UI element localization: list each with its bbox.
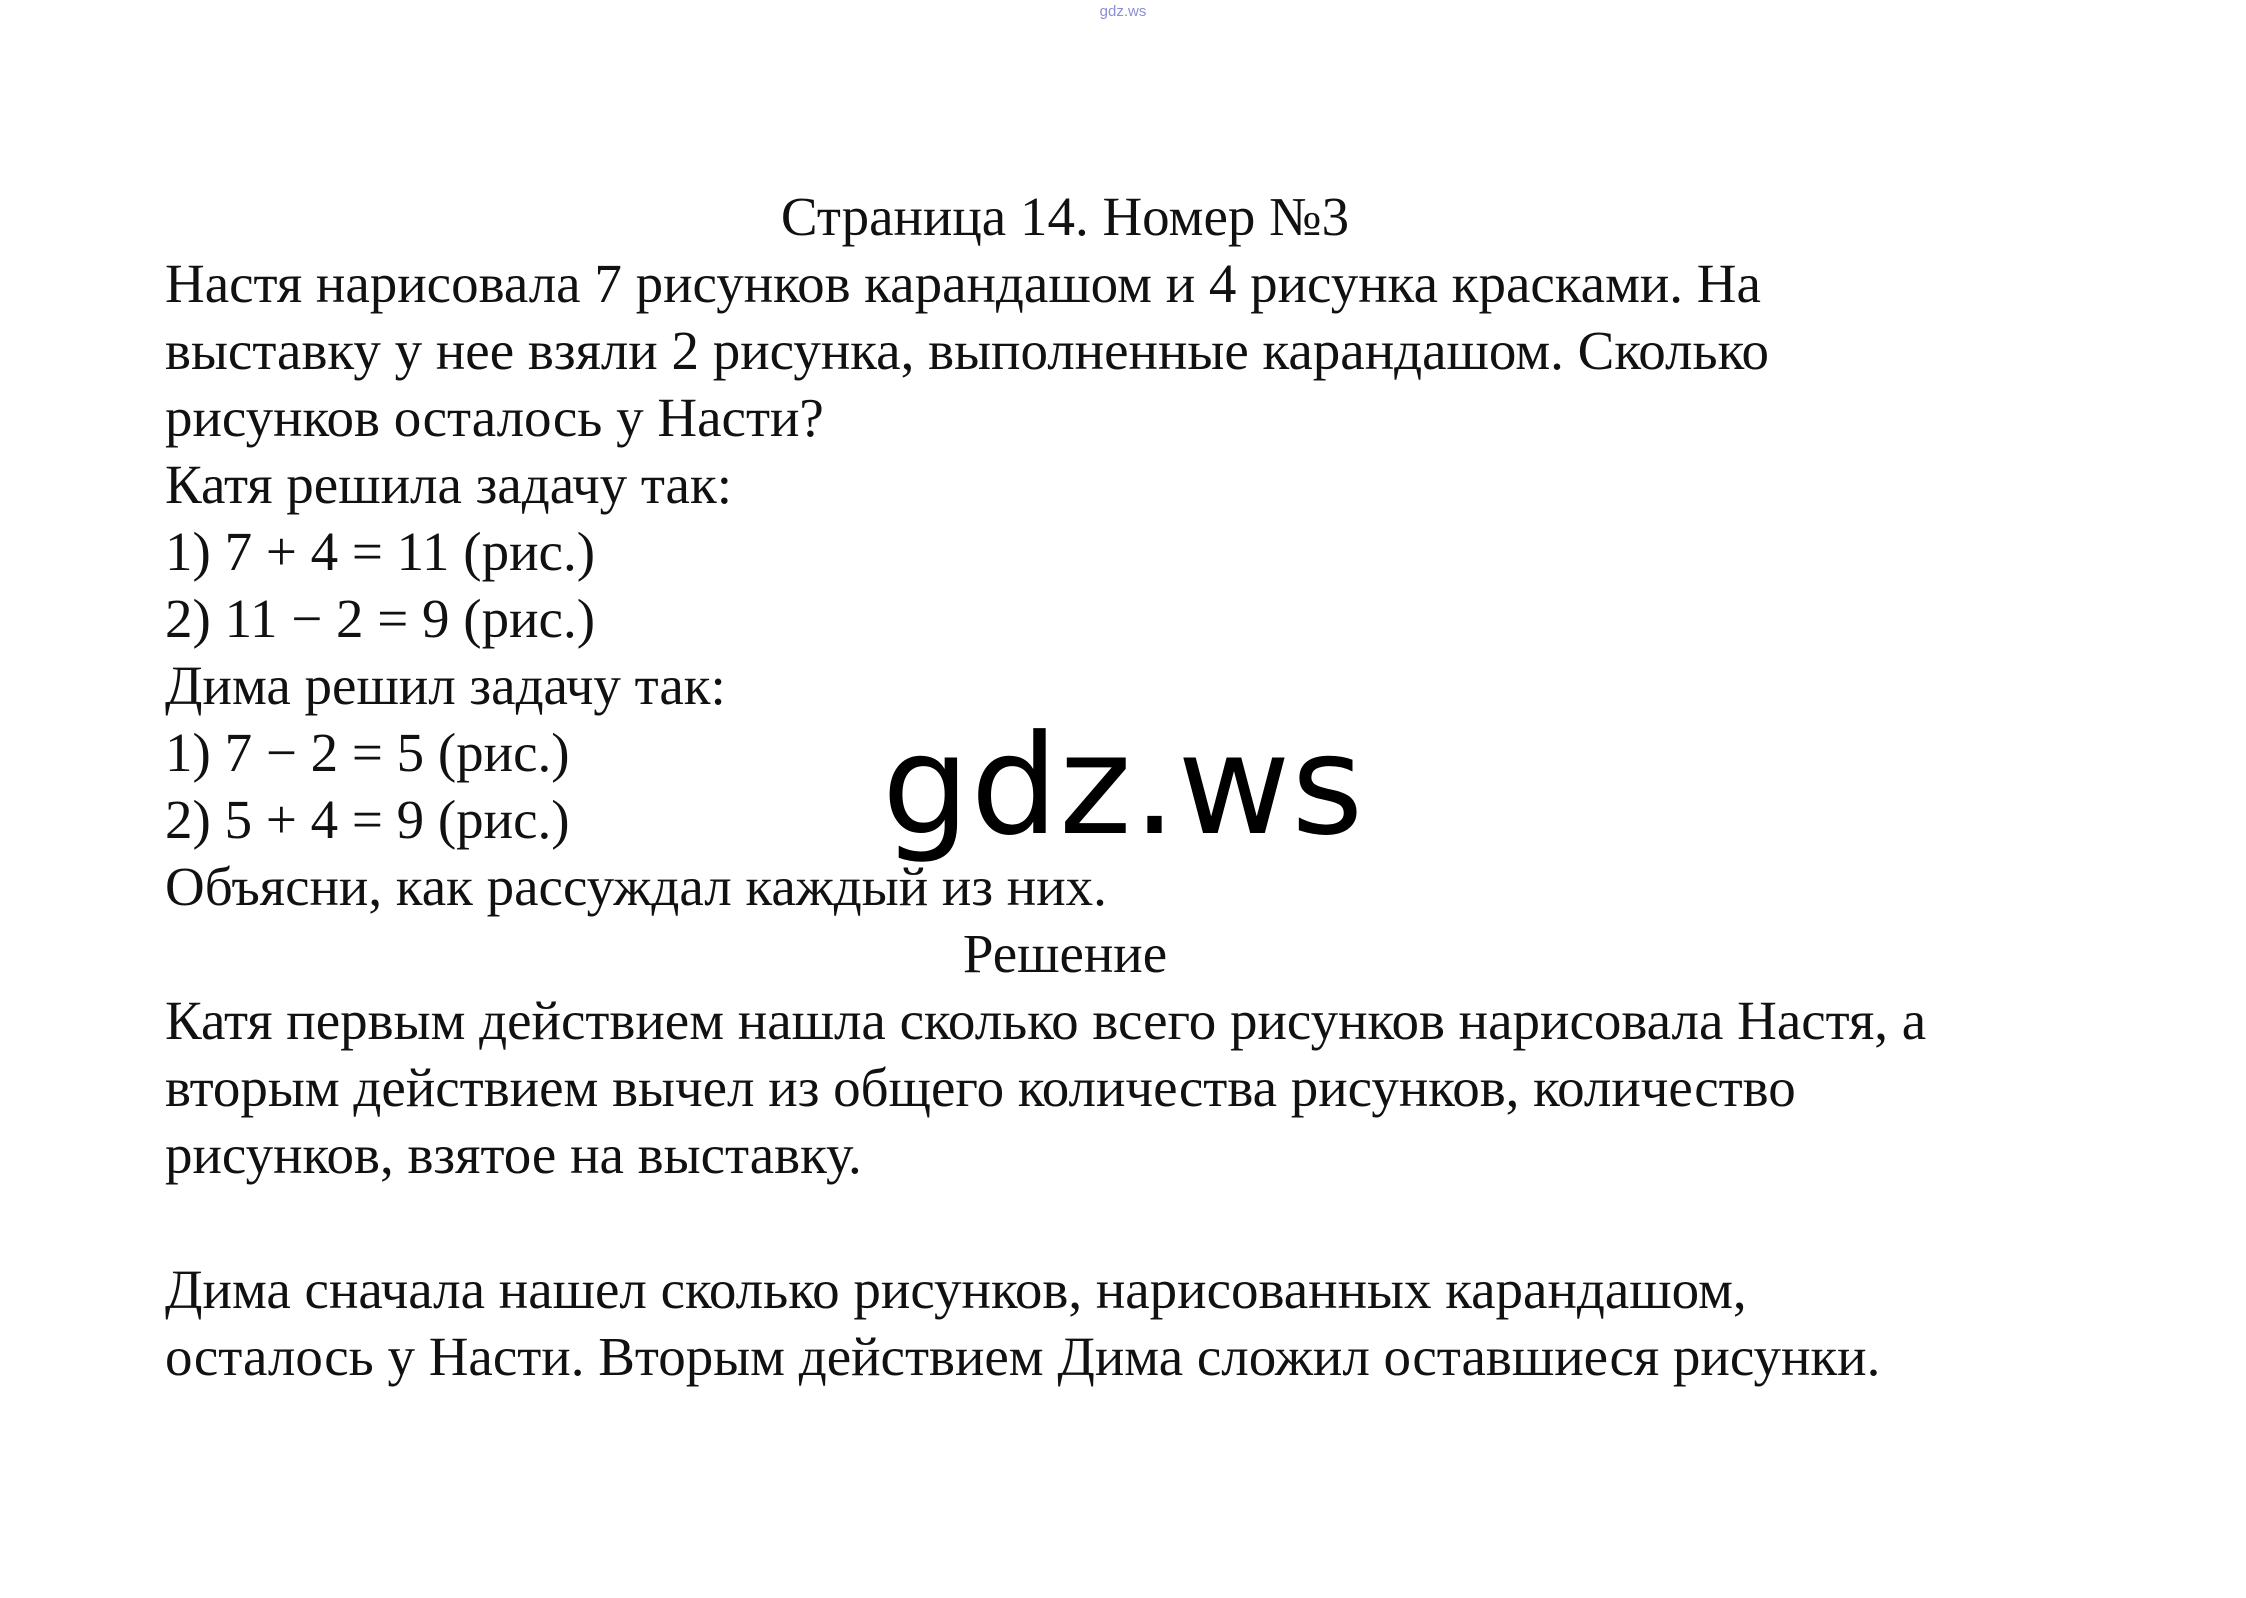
solution-dima-line: осталось у Насти. Вторым действием Дима сложил оставшиеся рисунки. bbox=[165, 1326, 1881, 1387]
center-watermark: gdz.ws bbox=[882, 705, 1365, 866]
page-heading: Страница 14. Номер №3 bbox=[780, 186, 1350, 247]
dima-intro: Дима решил задачу так: bbox=[165, 655, 726, 716]
task-text: Объясни, как рассуждал каждый из них. bbox=[165, 856, 1107, 917]
dima-step: 2) 5 + 4 = 9 (рис.) bbox=[165, 789, 570, 850]
problem-line: Настя нарисовала 7 рисунков карандашом и 4 рисунка красками. На bbox=[165, 253, 1761, 314]
solution-dima-line: Дима сначала нашел сколько рисунков, нарисованных карандашом, bbox=[165, 1259, 1747, 1320]
paragraph-gap bbox=[165, 1188, 2115, 1256]
katya-step: 2) 11 − 2 = 9 (рис.) bbox=[165, 588, 596, 649]
katya-step: 1) 7 + 4 = 11 (рис.) bbox=[165, 521, 596, 582]
katya-intro: Катя решила задачу так: bbox=[165, 454, 732, 515]
solution-katya-line: Катя первым действием нашла сколько всего рисунков нарисовала Настя, а bbox=[165, 990, 1927, 1051]
solution-heading: Решение bbox=[962, 923, 1168, 984]
dima-step: 1) 7 − 2 = 5 (рис.) bbox=[165, 722, 570, 783]
solution-katya-line: рисунков, взятое на выставку. bbox=[165, 1124, 862, 1185]
top-watermark: gdz.ws bbox=[1099, 3, 1147, 20]
solution-katya-line: вторым действием вычел из общего количества рисунков, количество bbox=[165, 1057, 1796, 1118]
problem-line: выставку у нее взяли 2 рисунка, выполненные карандашом. Сколько bbox=[165, 320, 1769, 381]
problem-line: рисунков осталось у Насти? bbox=[165, 387, 824, 448]
